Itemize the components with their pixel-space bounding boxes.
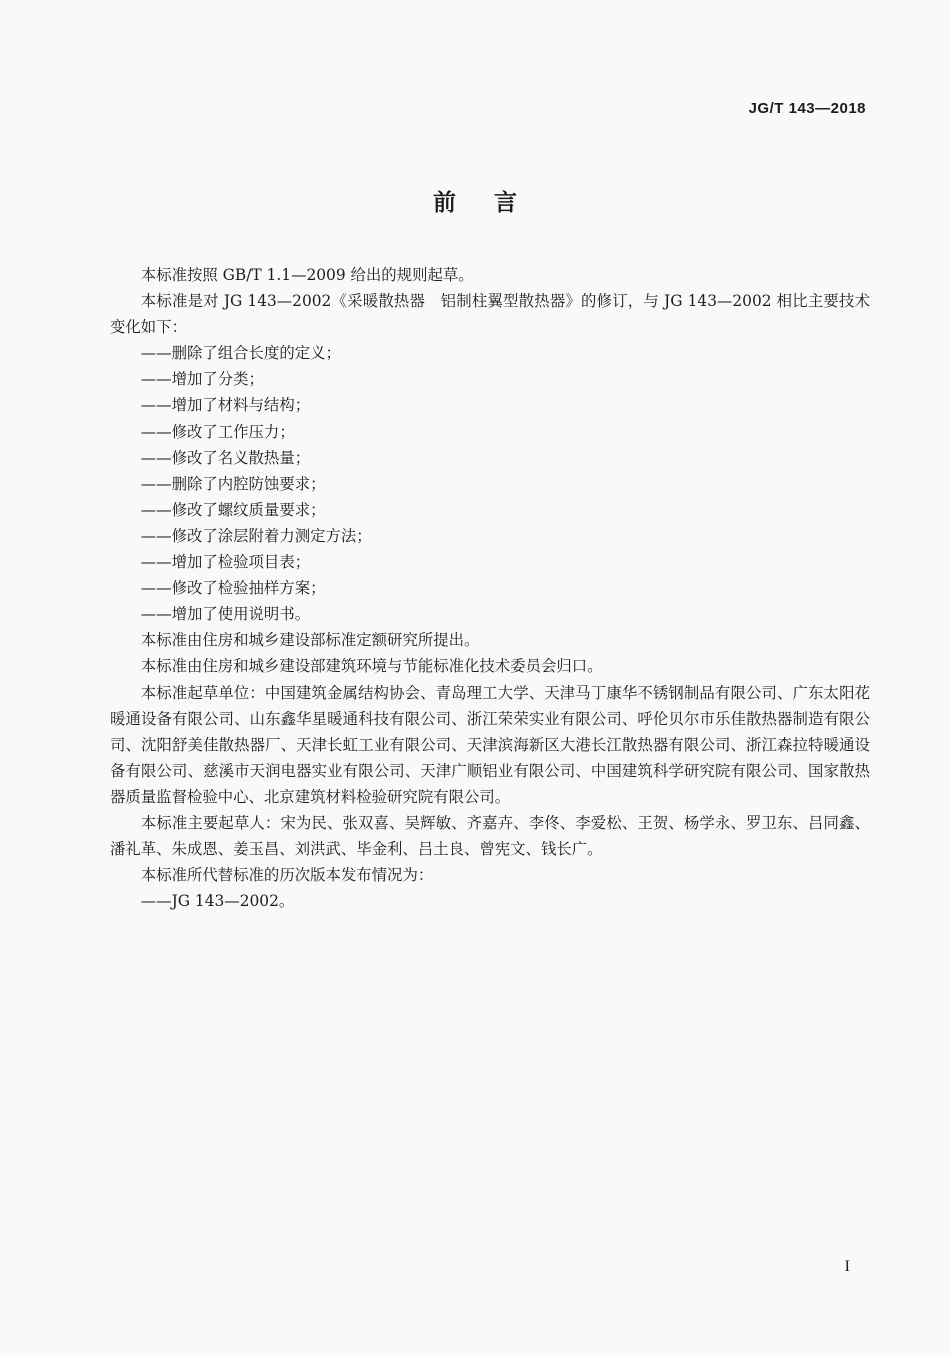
- standard-code: JG/T 143—2018: [748, 100, 866, 117]
- page-title: 前言: [433, 190, 555, 216]
- paragraph-history-item: ——JG 143—2002。: [140, 892, 295, 911]
- paragraph-drafting-units: 本标准起草单位：中国建筑金属结构协会、青岛理工大学、天津马丁康华不锈钢制品有限公司、广东太阳花暖通设备有限公司、山东鑫华星暖通科技有限公司、浙江荣荣实业有限公司、呼伦贝尔市乐佳散热器制造有限公司、沈阳舒美佳散热器厂、天津长虹工业有限公司、天津滨海新区大港长江散热器有限公司、浙江森拉特暖通设备有限公司、慈溪市天润电器实业有限公司、天津广顺铝业有限公司、中国建筑科学研究院有限公司、国家散热器质量监督检验中心、北京建筑材料检验研究院有限公司。: [110, 683, 870, 806]
- foreword-body: [110, 262, 870, 914]
- list-item: ——修改了螺纹质量要求；: [140, 500, 326, 519]
- paragraph-proposer: 本标准由住房和城乡建设部标准定额研究所提出。: [140, 631, 480, 650]
- list-item: ——删除了内腔防蚀要求；: [140, 474, 326, 493]
- paragraph-committee: 本标准由住房和城乡建设部建筑环境与节能标准化技术委员会归口。: [140, 657, 603, 676]
- paragraph-drafters: 本标准主要起草人：宋为民、张双喜、吴辉敏、齐嘉卉、李佟、李爱松、王贺、杨学永、罗卫东、吕同鑫、潘礼革、朱成恩、姜玉昌、刘洪武、毕金利、吕土良、曾宪文、钱长广。: [110, 813, 870, 859]
- page-number: I: [844, 1258, 850, 1275]
- list-item: ——删除了组合长度的定义；: [140, 344, 341, 363]
- list-item: ——修改了名义散热量；: [140, 448, 311, 467]
- list-item: ——增加了使用说明书。: [140, 605, 311, 624]
- paragraph-revision-intro: 本标准是对 JG 143—2002《采暖散热器 铝制柱翼型散热器》的修订，与 JG 143—2002 相比主要技术变化如下：: [110, 292, 870, 337]
- list-item: ——增加了检验项目表；: [140, 553, 311, 572]
- list-item: ——修改了涂层附着力测定方法；: [140, 526, 372, 545]
- list-item: ——修改了检验抽样方案；: [140, 579, 326, 598]
- list-item: ——修改了工作压力；: [140, 422, 295, 441]
- list-item: ——增加了材料与结构；: [140, 396, 311, 415]
- paragraph-history-intro: 本标准所代替标准的历次版本发布情况为：: [140, 866, 434, 885]
- paragraph-drafting-rules: 本标准按照 GB/T 1.1—2009 给出的规则起草。: [140, 266, 474, 284]
- changes-list: [110, 340, 870, 627]
- list-item: ——增加了分类；: [140, 370, 264, 389]
